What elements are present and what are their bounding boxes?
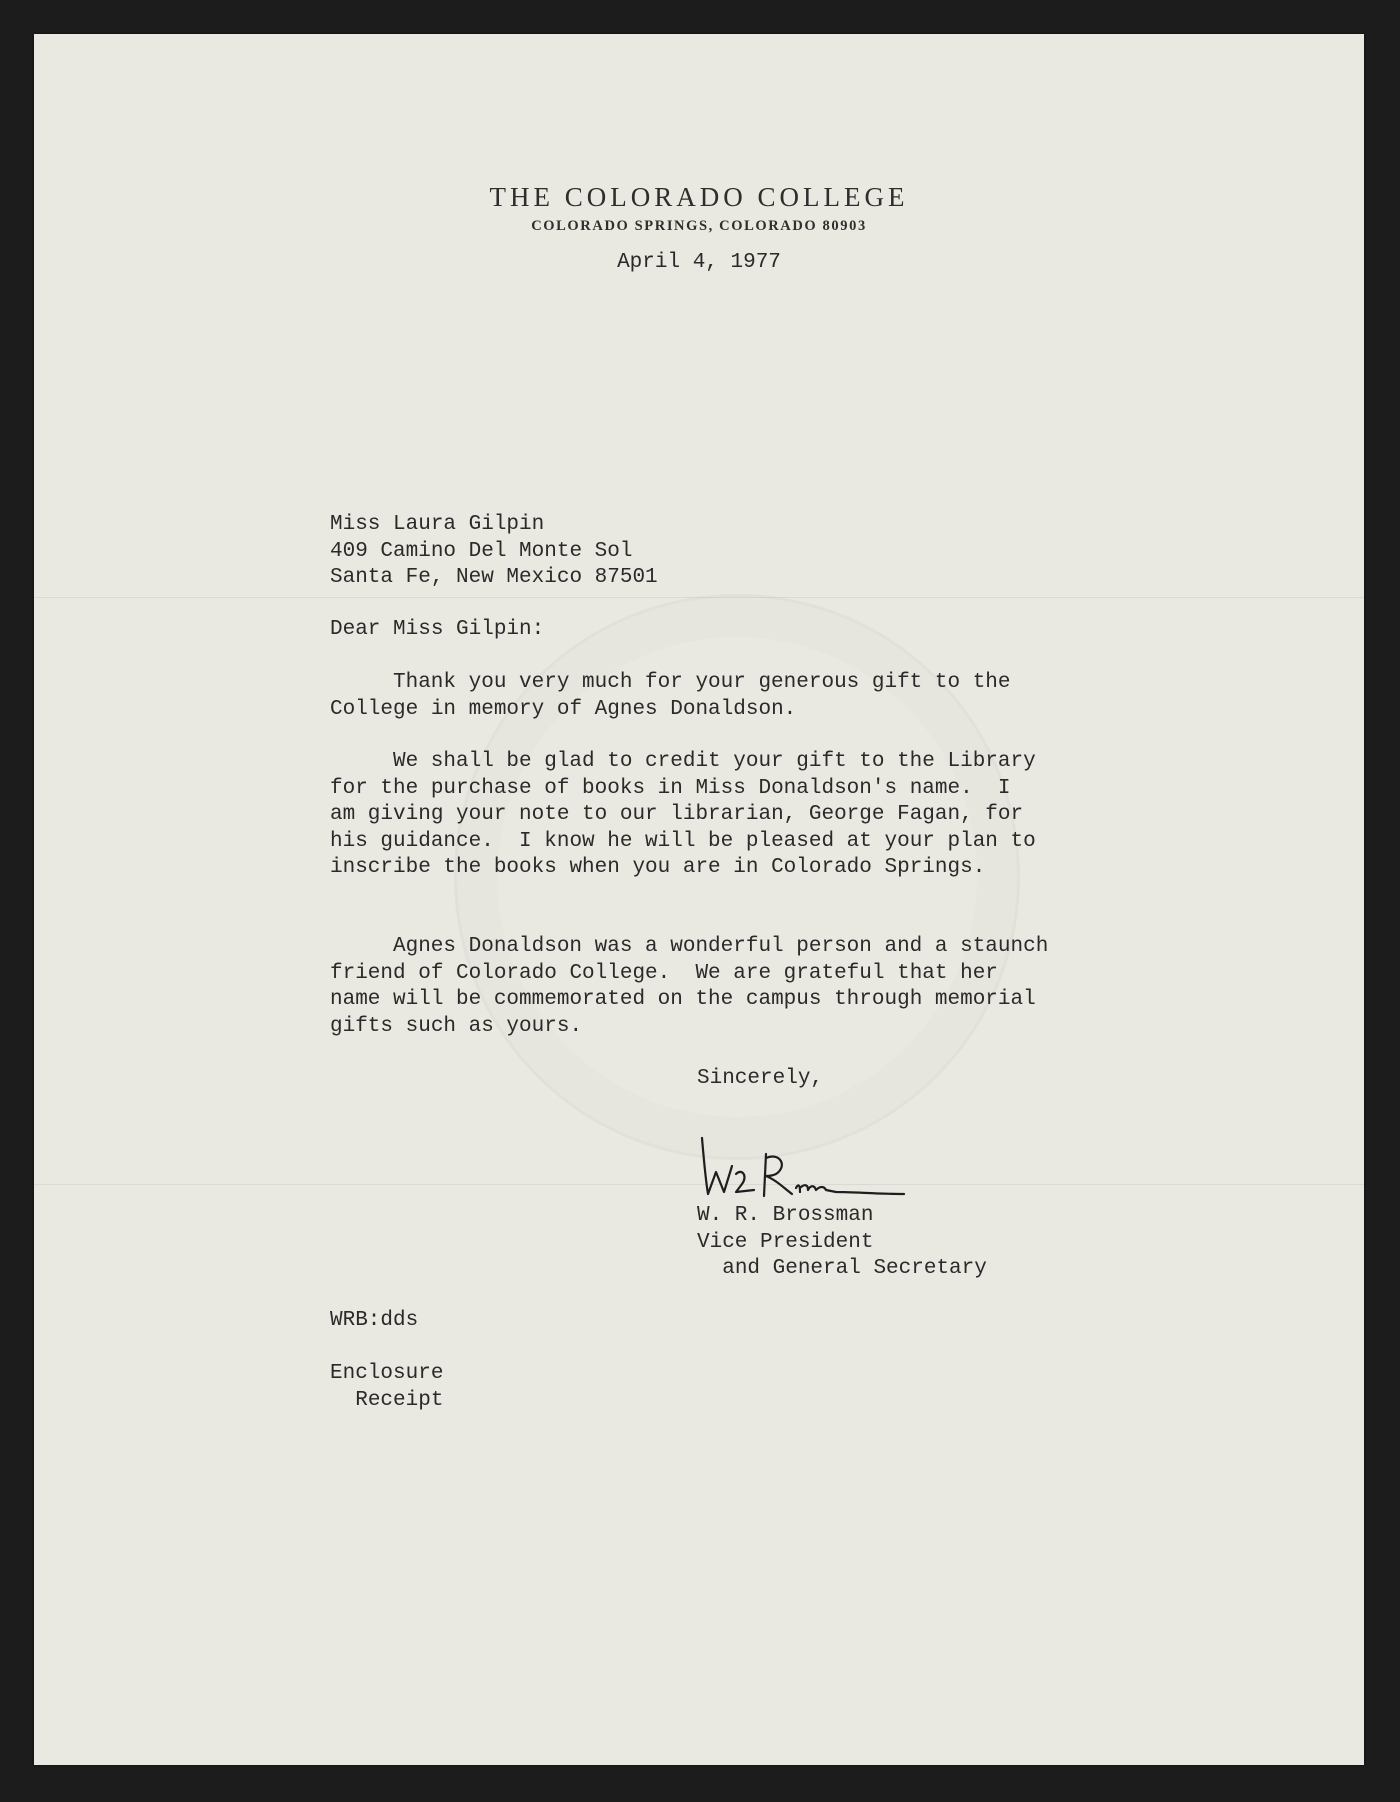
fold-line-upper (34, 597, 1364, 598)
reference-initials: WRB:dds (330, 1309, 419, 1332)
signer-title: Vice President (697, 1230, 874, 1254)
recipient-city: Santa Fe, New Mexico 87501 (330, 566, 658, 589)
paragraph-line: his guidance. I know he will be pleased at your plan to (330, 829, 1036, 853)
enclosure-item: Receipt (355, 1388, 444, 1412)
closing: Sincerely, (697, 1067, 824, 1090)
paragraph-line: for the purchase of books in Miss Donaldson's name. I (330, 776, 1011, 800)
letter-date: April 4, 1977 (617, 251, 781, 274)
letter-page (34, 34, 1364, 1765)
paragraph-2 (330, 749, 1036, 882)
paragraph-line: College in memory of Agnes Donaldson. (330, 697, 797, 721)
enclosure-note (330, 1361, 443, 1414)
enclosure-label: Enclosure (330, 1362, 444, 1385)
recipient-street: 409 Camino Del Monte Sol (330, 539, 633, 563)
paragraph-line: Thank you very much for your generous gift to the (393, 671, 1011, 694)
paragraph-line: inscribe the books when you are in Colorado Springs. (330, 856, 986, 879)
signer-name: W. R. Brossman (697, 1204, 874, 1227)
paragraph-3 (330, 934, 1048, 1040)
paragraph-line: name will be commemorated on the campus through memorial (330, 988, 1036, 1011)
signature-block (697, 1203, 987, 1283)
paragraph-line: We shall be glad to credit your gift to the Library (393, 750, 1036, 773)
paragraph-line: am giving your note to our librarian, George Fagan, for (330, 803, 1024, 826)
paragraph-1 (330, 670, 1011, 723)
letterhead-address: COLORADO SPRINGS, COLORADO 80903 (531, 218, 867, 234)
paragraph-line: Agnes Donaldson was a wonderful person and a staunch (393, 935, 1049, 958)
recipient-name: Miss Laura Gilpin (330, 513, 545, 536)
paragraph-line: friend of Colorado College. We are grateful that her (330, 961, 998, 985)
recipient-address (330, 512, 658, 592)
paragraph-line: gifts such as yours. (330, 1014, 583, 1038)
salutation: Dear Miss Gilpin: (330, 618, 545, 641)
signer-title-continued: and General Secretary (722, 1257, 987, 1280)
letterhead-institution: THE COLORADO COLLEGE (489, 182, 909, 212)
